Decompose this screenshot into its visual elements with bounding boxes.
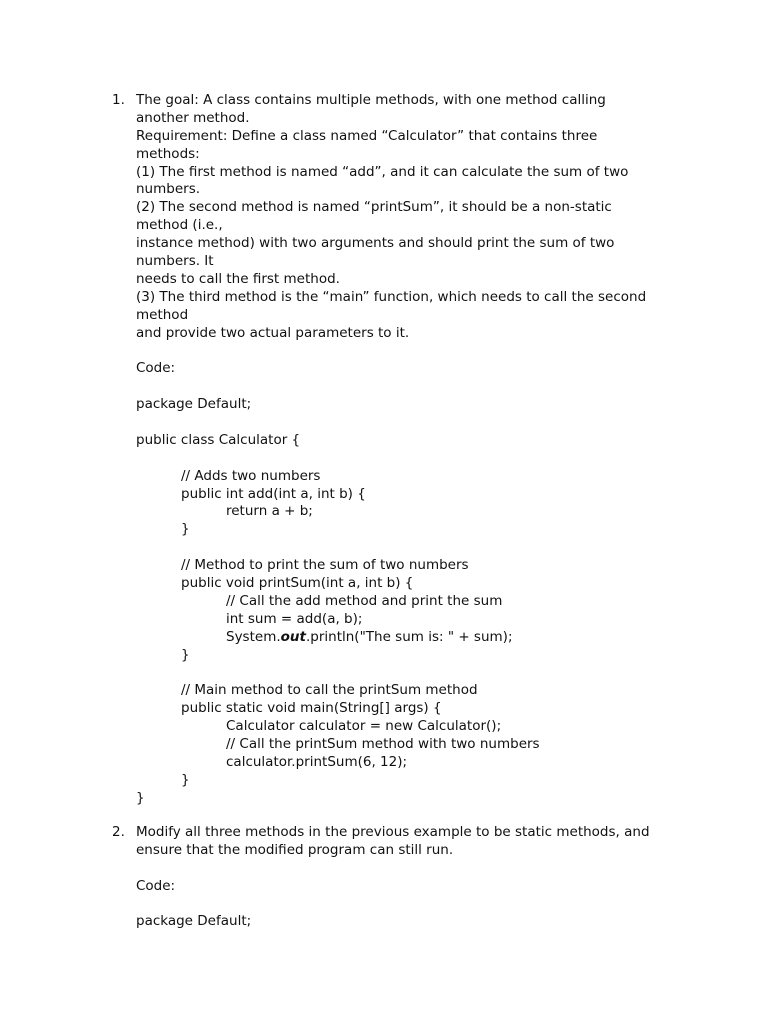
code-line-package: package Default; xyxy=(136,396,252,413)
blank-line xyxy=(136,342,696,360)
code-line-method-sig: public void printSum(int a, int b) { xyxy=(181,575,414,592)
task-line: needs to call the first method. xyxy=(136,270,340,287)
code-token: System. xyxy=(226,628,281,645)
blank-line xyxy=(136,665,696,683)
blank-line xyxy=(136,539,696,557)
code-line-close-brace: } xyxy=(181,771,190,788)
code-line-method-sig: public int add(int a, int b) { xyxy=(181,485,366,502)
code-line-comment: // Adds two numbers xyxy=(181,467,321,484)
task-line: (3) The third method is the “main” function, which needs to call the second xyxy=(136,288,647,305)
code-line-close-brace: } xyxy=(181,646,190,663)
blank-line xyxy=(136,450,696,468)
code-line-comment: // Call the printSum method with two numbers xyxy=(226,736,540,753)
blank-line xyxy=(136,860,696,878)
code-line-class-decl: public class Calculator { xyxy=(136,431,301,448)
code-label: Code: xyxy=(136,877,176,894)
code-line-method-sig: public static void main(String[] args) { xyxy=(181,700,442,717)
task-line: (2) The second method is named “printSum”, it should be a non-static xyxy=(136,199,612,216)
code-line-close-brace: } xyxy=(181,521,190,538)
code-line-statement: Calculator calculator = new Calculator(); xyxy=(226,718,502,735)
code-line-println xyxy=(136,629,696,647)
code-line-close-brace: } xyxy=(136,789,145,806)
task-line: instance method) with two arguments and should print the sum of two xyxy=(136,235,615,252)
list-number: 1. xyxy=(112,92,125,108)
list-number: 2. xyxy=(112,824,125,840)
code-line-comment: // Method to print the sum of two numbers xyxy=(181,557,469,574)
blank-line xyxy=(136,896,696,914)
task-line: methods: xyxy=(136,145,200,162)
code-line-comment: // Call the add method and print the sum xyxy=(226,592,503,609)
code-label: Code: xyxy=(136,360,176,377)
task-line: Requirement: Define a class named “Calculator” that contains three xyxy=(136,127,598,144)
item-body xyxy=(136,824,696,931)
blank-line xyxy=(136,378,696,396)
task-line: method xyxy=(136,306,189,323)
code-token-out: out xyxy=(280,628,306,645)
task-line: method (i.e., xyxy=(136,217,223,234)
task-line: ensure that the modified program can still run. xyxy=(136,841,454,858)
task-line: numbers. xyxy=(136,181,201,198)
code-line-package: package Default; xyxy=(136,913,252,930)
task-line: (1) The first method is named “add”, and it can calculate the sum of two xyxy=(136,163,629,180)
task-line: Modify all three methods in the previous example to be static methods, and xyxy=(136,824,650,840)
task-line: The goal: A class contains multiple methods, with one method calling xyxy=(136,92,606,108)
task-line: and provide two actual parameters to it. xyxy=(136,324,410,341)
task-line: numbers. It xyxy=(136,253,214,270)
code-token: .println("The sum is: " + sum); xyxy=(305,628,513,645)
blank-line xyxy=(136,414,696,432)
code-line-statement: return a + b; xyxy=(226,503,313,520)
task-line: another method. xyxy=(136,109,250,126)
code-line-statement: calculator.printSum(6, 12); xyxy=(226,753,408,770)
code-line-comment: // Main method to call the printSum method xyxy=(181,682,478,699)
code-line-statement: int sum = add(a, b); xyxy=(226,610,363,627)
item-body xyxy=(136,92,696,808)
